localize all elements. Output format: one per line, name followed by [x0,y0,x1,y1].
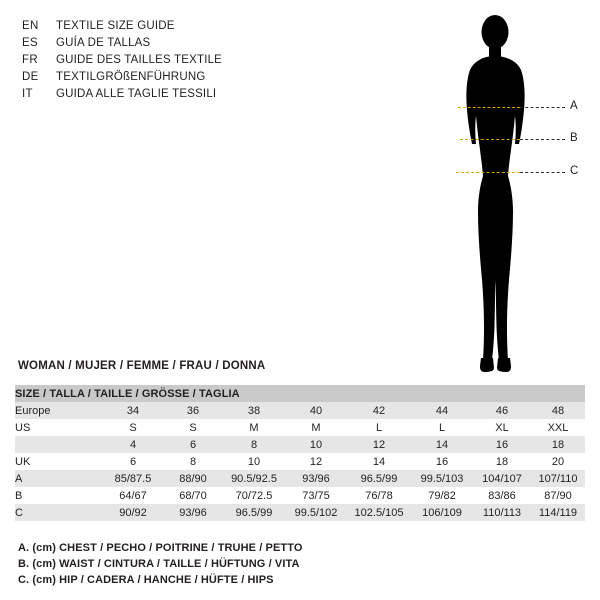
cell-b-6: 83/86 [473,487,531,504]
language-code-es: ES [22,37,38,49]
cell-a-0: 85/87.5 [103,470,163,487]
cell-b-0: 64/67 [103,487,163,504]
table-row [15,504,585,521]
measure-label-a: A [570,100,578,112]
measure-line-hip [456,172,520,173]
cell-a-5: 99.5/103 [411,470,473,487]
cell-us-3: M [285,419,347,436]
legend-line-a: A. (cm) CHEST / PECHO / POITRINE / TRUHE / PETTO [18,542,303,554]
woman-section-caption: WOMAN / MUJER / FEMME / FRAU / DONNA [18,360,266,372]
cell-us-6: XL [473,419,531,436]
cell-a-1: 88/90 [163,470,223,487]
size-table-header-label: SIZE / TALLA / TAILLE / GRÖSSE / TAGLIA [15,385,585,402]
female-silhouette-icon [440,8,550,373]
measurement-legend [18,540,578,588]
language-code-fr: FR [22,54,38,66]
cell-a-4: 96.5/99 [347,470,411,487]
cell-uk-4: 14 [347,453,411,470]
table-row [15,453,585,470]
language-row-it [22,86,352,103]
measure-label-c: C [570,165,579,177]
table-row [15,402,585,419]
cell-europe-7: 48 [531,402,585,419]
cell-c-2: 96.5/99 [223,504,285,521]
size-table [15,385,585,521]
measure-line-chest [458,107,520,108]
language-code-de: DE [22,71,39,83]
cell-uk-3: 12 [285,453,347,470]
row-label-b: B [15,487,103,504]
cell-c-0: 90/92 [103,504,163,521]
row-label-uk: UK [15,453,103,470]
cell-europe-6: 46 [473,402,531,419]
cell-b-3: 73/75 [285,487,347,504]
cell-c-4: 102.5/105 [347,504,411,521]
cell-c-5: 106/109 [411,504,473,521]
size-table-header-row [15,385,585,402]
row-label-us-numeric [15,436,103,453]
language-text-it: GUIDA ALLE TAGLIE TESSILI [56,88,217,100]
row-label-a: A [15,470,103,487]
cell-europe-5: 44 [411,402,473,419]
cell-c-7: 114/119 [531,504,585,521]
language-text-en: TEXTILE SIZE GUIDE [56,20,175,32]
cell-c-1: 93/96 [163,504,223,521]
cell-us-2: M [223,419,285,436]
language-row-en [22,18,352,35]
cell-europe-0: 34 [103,402,163,419]
cell-europe-4: 42 [347,402,411,419]
row-label-us: US [15,419,103,436]
measure-label-b: B [570,132,578,144]
cell-b-7: 87/90 [531,487,585,504]
table-row [15,419,585,436]
female-figure-diagram [420,8,595,373]
cell-c-6: 110/113 [473,504,531,521]
measure-line-hip-extension [520,172,565,173]
cell-uk-7: 20 [531,453,585,470]
cell-uk-5: 16 [411,453,473,470]
cell-usnum-4: 12 [347,436,411,453]
legend-line-b: B. (cm) WAIST / CINTURA / TAILLE / HÜFTUNG / VITA [18,558,300,570]
cell-us-1: S [163,419,223,436]
cell-usnum-7: 18 [531,436,585,453]
language-header-list [22,18,352,103]
language-text-es: GUÍA DE TALLAS [56,37,151,49]
cell-uk-6: 18 [473,453,531,470]
measure-line-waist-extension [520,139,565,140]
cell-us-7: XXL [531,419,585,436]
table-row [15,487,585,504]
cell-usnum-6: 16 [473,436,531,453]
language-code-en: EN [22,20,39,32]
cell-europe-3: 40 [285,402,347,419]
cell-us-4: L [347,419,411,436]
table-row [15,470,585,487]
cell-usnum-2: 8 [223,436,285,453]
cell-usnum-5: 14 [411,436,473,453]
cell-a-6: 104/107 [473,470,531,487]
size-table-wrap [15,385,585,521]
cell-b-5: 79/82 [411,487,473,504]
cell-b-2: 70/72.5 [223,487,285,504]
cell-usnum-3: 10 [285,436,347,453]
cell-c-3: 99.5/102 [285,504,347,521]
cell-us-5: L [411,419,473,436]
language-text-de: TEXTILGRÖßENFÜHRUNG [56,71,206,83]
table-row [15,436,585,453]
cell-usnum-1: 6 [163,436,223,453]
cell-us-0: S [103,419,163,436]
cell-uk-0: 6 [103,453,163,470]
measure-line-waist [460,139,520,140]
cell-europe-1: 36 [163,402,223,419]
language-row-fr [22,52,352,69]
cell-b-4: 76/78 [347,487,411,504]
cell-a-7: 107/110 [531,470,585,487]
cell-europe-2: 38 [223,402,285,419]
cell-a-2: 90.5/92.5 [223,470,285,487]
language-code-it: IT [22,88,33,100]
cell-usnum-0: 4 [103,436,163,453]
row-label-europe: Europe [15,402,103,419]
cell-b-1: 68/70 [163,487,223,504]
language-text-fr: GUIDE DES TAILLES TEXTILE [56,54,223,66]
language-row-es [22,35,352,52]
measure-line-chest-extension [520,107,565,108]
cell-uk-1: 8 [163,453,223,470]
cell-uk-2: 10 [223,453,285,470]
legend-line-c: C. (cm) HIP / CADERA / HANCHE / HÜFTE / HIPS [18,574,274,586]
language-row-de [22,69,352,86]
row-label-c: C [15,504,103,521]
cell-a-3: 93/96 [285,470,347,487]
